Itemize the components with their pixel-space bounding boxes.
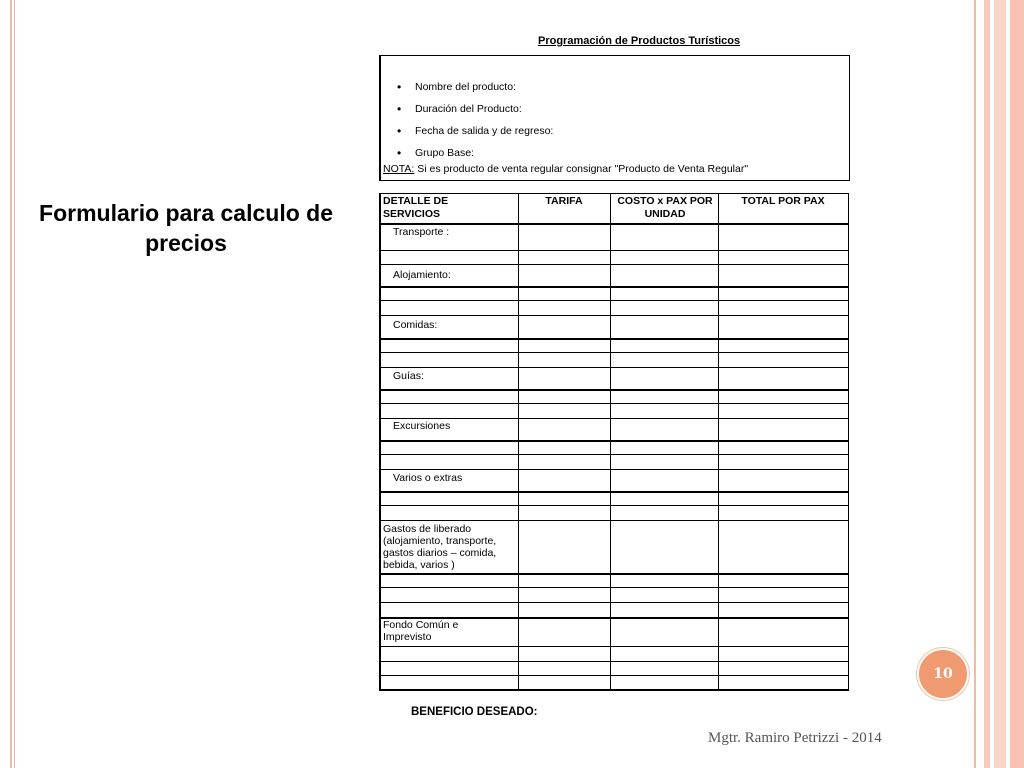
table-row-line xyxy=(379,367,849,368)
info-item-label: Fecha de salida y de regreso: xyxy=(415,125,554,137)
table-row-line xyxy=(379,250,849,251)
right-border-stripe xyxy=(994,0,1006,768)
table-row-line xyxy=(379,338,849,340)
header-total: TOTAL POR PAX xyxy=(741,195,825,207)
bullet-icon: • xyxy=(397,102,402,116)
table-row-line xyxy=(379,469,849,470)
section-guias: Guías: xyxy=(393,370,424,382)
table-row-line xyxy=(379,286,849,288)
section-transporte: Transporte : xyxy=(393,226,450,238)
table-row-line xyxy=(379,403,849,404)
right-border-line xyxy=(974,0,976,768)
note-label: NOTA: xyxy=(383,163,415,175)
footer-author: Mgtr. Ramiro Petrizzi - 2014 xyxy=(708,730,882,746)
table-row-line xyxy=(379,352,849,353)
table-row-line xyxy=(379,689,849,691)
table-row-line xyxy=(379,646,849,647)
section-alojamiento: Alojamiento: xyxy=(393,269,451,281)
info-item-label: Nombre del producto: xyxy=(415,81,516,93)
table-row-line xyxy=(379,264,849,265)
table-row-line xyxy=(379,418,849,419)
slide-title: Formulario para calculo de precios xyxy=(39,200,333,256)
table-row-line xyxy=(379,440,849,442)
info-item-label: Grupo Base: xyxy=(415,147,474,159)
beneficio-label: BENEFICIO DESEADO: xyxy=(411,706,538,718)
table-row-line xyxy=(379,454,849,455)
bullet-icon: • xyxy=(397,124,402,138)
table-row-line xyxy=(379,491,849,493)
product-info-box xyxy=(379,55,850,181)
table-row-line xyxy=(379,661,849,662)
table-row-line xyxy=(379,573,849,575)
right-border-stripe xyxy=(984,0,990,768)
section-varios: Varios o extras xyxy=(393,472,463,484)
header-costo: COSTO x PAX POR UNIDAD xyxy=(617,195,713,220)
note-text xyxy=(383,163,748,175)
table-row-line xyxy=(379,587,849,588)
info-item-label: Duración del Producto: xyxy=(415,103,522,115)
list-item xyxy=(397,98,553,120)
note-body: Si es producto de venta regular consignar "Producto de Venta Regular" xyxy=(414,163,749,175)
bullet-icon: • xyxy=(397,80,402,94)
header-tarifa: TARIFA xyxy=(545,195,583,207)
table-row-line xyxy=(379,389,849,391)
list-item xyxy=(397,142,553,164)
table-row-line xyxy=(379,193,849,194)
left-border-line xyxy=(10,0,12,768)
left-border-line xyxy=(14,0,15,768)
page-number-badge: 10 xyxy=(917,648,969,700)
form-heading: Programación de Productos Turísticos xyxy=(538,35,741,47)
bullet-icon: • xyxy=(397,146,402,160)
section-comidas: Comidas: xyxy=(393,319,438,331)
pricing-table xyxy=(379,193,849,691)
table-row-line xyxy=(379,505,849,506)
table-row-line xyxy=(379,315,849,316)
list-item xyxy=(397,76,553,98)
product-info-list xyxy=(397,76,553,164)
list-item xyxy=(397,120,553,142)
table-row-line xyxy=(379,300,849,301)
table-row-line xyxy=(379,223,849,225)
table-row-line xyxy=(379,520,849,521)
table-row-line xyxy=(379,602,849,603)
table-row-line xyxy=(379,675,849,676)
right-border-stripe xyxy=(1010,0,1024,768)
section-excursiones: Excursiones xyxy=(393,420,451,432)
header-detalle: DETALLE DE SERVICIOS xyxy=(383,195,449,220)
section-fondo: Fondo Común e Imprevisto xyxy=(383,619,459,643)
section-gastos: Gastos de liberado (alojamiento, transporte, gastos diarios – comida, bebida, varios ) xyxy=(383,523,497,571)
